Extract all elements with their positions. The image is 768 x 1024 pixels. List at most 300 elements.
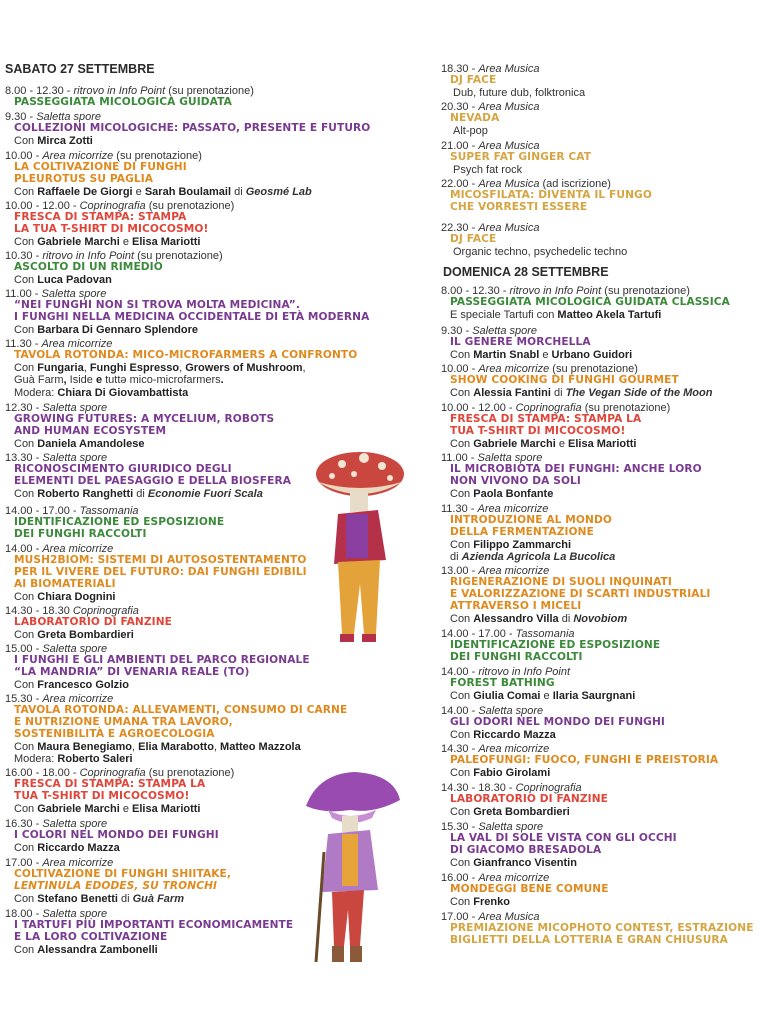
speaker-name: Geosmé Lab [245,185,312,198]
speaker-name: Fungaria [37,362,84,375]
event-item [5,288,410,336]
event-item [441,705,768,741]
event-time: 11.00 - [441,452,478,464]
event-title [441,234,768,246]
event-note: (su prenotazione) [145,200,235,212]
speaker-name: Raffaele De Giorgi [37,185,133,198]
event-speakers [14,362,410,374]
speaker-name: Elisa Mariotti [132,235,201,248]
saturday-heading: SABATO 27 SETTEMBRE [5,62,155,76]
event-item [441,821,768,869]
event-title [5,414,410,438]
event-place: Area Musica [478,140,540,152]
speaker-text: Con [14,437,38,450]
event-place: Area Musica [478,63,540,75]
event-title [441,833,768,857]
event-title-line: SUPER FAT GINGER CAT [450,151,592,164]
event-time: 10.00 - 12.00 - [5,200,80,212]
event-title-line: LENTINULA EDODES, SU TRONCHI [14,880,218,893]
event-speakers [450,767,768,779]
event-note: (su prenotazione) [601,285,690,297]
event-time: 16.00 - [441,872,479,884]
event-item [5,111,410,147]
speaker-text: , [302,362,306,375]
speaker-text: Modera: [14,386,58,399]
event-title [5,350,410,362]
event-time: 9.30 - [5,111,37,123]
event-title-line: E LA LORO COLTIVAZIONE [14,931,168,944]
speaker-text: Con [14,678,38,691]
event-title [5,97,410,109]
event-time: 18.30 - [441,63,479,75]
event-time: 9.30 - [441,325,473,337]
event-item [441,565,768,625]
speaker-text: Con [450,612,474,625]
event-title-line: MUSH2BIOM: SISTEMI DI AUTOSOSTENTAMENTO [14,554,307,567]
event-time: 21.00 - [441,140,479,152]
event-title-line: DEI FUNGHI RACCOLTI [14,528,147,541]
speaker-text: Iside [69,374,93,387]
event-note: (su prenotazione) [165,85,254,97]
event-title [441,640,768,664]
speaker-text: Con [450,538,474,551]
speaker-name: Matteo Akela Tartufi [557,309,662,322]
speaker-name: Funghi Espresso [89,362,180,375]
event-title [441,375,768,387]
speaker-text: Con [14,323,38,336]
event-item [5,338,410,399]
event-speakers [450,806,768,818]
event-item [5,150,410,198]
speaker-name: , [63,374,70,387]
speaker-name: Paola Bonfante [473,487,554,500]
speaker-name: Fabio Girolami [473,767,551,780]
speaker-text: , [132,740,139,753]
speaker-name: Stefano Benetti [37,892,118,905]
event-place: Coprinografia [72,605,139,617]
event-note: (su prenotazione) [113,150,202,162]
speaker-name: Roberto Ranghetti [37,487,134,500]
event-time: 10.30 - [5,250,43,262]
event-title-line: IL MICROBIOTA DEI FUNGHI: ANCHE LORO [450,463,702,476]
event-speakers [450,488,768,500]
event-item [441,178,768,214]
event-title-line: I FUNGHI NELLA MEDICINA OCCIDENTALE DI ETÀ MODERNA [14,311,370,324]
event-speakers [14,135,410,147]
event-title-line: ATTRAVERSO I MICELI [450,599,582,612]
event-place: Coprinografia [515,782,582,794]
event-extra [14,374,410,386]
event-time: 14.30 - [441,743,479,755]
event-title [5,212,410,236]
event-title-line: LABORATORIO DI FANZINE [14,616,173,629]
speaker-name: Novobiom [573,612,628,625]
event-speakers [450,438,768,450]
speaker-name: e [92,374,106,387]
event-title-line: FRESCA DI STAMPA: STAMPA LA [14,778,206,791]
event-time: 12.30 - [5,402,43,414]
event-title [5,705,410,740]
event-title [441,297,768,309]
event-item [441,743,768,779]
event-item [5,250,410,286]
event-item [441,101,768,137]
event-time: 17.00 - [5,857,43,869]
event-item [5,402,410,450]
event-place: Area micorrize [42,693,114,705]
speaker-name: Gianfranco Visentin [473,856,577,869]
event-title-line: GLI ODORI NEL MONDO DEI FUNGHI [450,716,665,729]
event-title-line: FRESCA DI STAMPA: STAMPA [14,211,187,224]
event-time: 13.00 - [441,565,479,577]
event-title-line: TAVOLA ROTONDA: MICO-MICROFARMERS A CONFRONTO [14,349,358,362]
event-title-line: I COLORI NEL MONDO DEI FUNGHI [14,829,219,842]
event-place: Coprinografia [79,200,146,212]
event-item [441,402,768,450]
event-place: ritrovo in Info Point [478,666,571,678]
speaker-text: Con [14,185,38,198]
event-time: 10.00 - 12.00 - [441,402,516,414]
event-speakers [450,896,768,908]
speaker-text: Con [450,896,474,909]
event-item [441,363,768,399]
event-time: 17.00 - [441,911,479,923]
speaker-text: e [132,185,145,198]
speaker-text: Con [14,892,38,905]
event-item [441,872,768,908]
speaker-name: Francesco Golzio [37,678,129,691]
event-place: Area micorrize [478,743,550,755]
event-title [441,464,768,488]
event-title-line: PER IL VIVERE DEL FUTURO: DAI FUNGHI EDIBILI [14,566,307,579]
event-place: Saletta spore [42,908,108,920]
speaker-name: Riccardo Mazza [473,729,556,742]
speaker-text: di [133,487,148,500]
event-title-line: FOREST BATHING [450,677,555,690]
event-place: Area Musica [478,222,540,234]
speaker-name: Guà Farm [132,892,184,905]
event-title [441,755,768,767]
event-title-line: IDENTIFICAZIONE ED ESPOSIZIONE [14,516,225,529]
event-place: Area micorrize [477,503,549,515]
speaker-name: Frenko [473,896,510,909]
event-place: Saletta spore [41,288,107,300]
speaker-name: Chiara Dognini [37,590,116,603]
speaker-name: Alessia Fantini [473,387,551,400]
speaker-name: Alessandro Villa [473,612,559,625]
event-title-line: E NUTRIZIONE UMANA TRA LAVORO, [14,716,233,729]
event-title [441,337,768,349]
event-item [441,140,768,176]
event-speakers [450,613,768,625]
event-title-line: E VALORIZZAZIONE DI SCARTI INDUSTRIALI [450,588,711,601]
speaker-text: Con [14,487,38,500]
event-title-line: ASCOLTO DI UN RIMEDIO [14,261,163,274]
event-title-line: PASSEGGIATA MICOLOGICA GUIDATA [14,96,232,109]
event-note: (su prenotazione) [549,363,638,375]
event-title-line: IDENTIFICAZIONE ED ESPOSIZIONE [450,639,661,652]
speaker-text: tuttə mico-microfarmers [105,374,221,387]
event-item [441,325,768,361]
speaker-text: Con [450,690,474,703]
event-title-line: PLEUROTUS SU PAGLIA [14,173,154,186]
event-title [441,577,768,612]
event-title [5,162,410,186]
speaker-name: Elisa Mariotti [132,802,201,815]
event-time: 20.30 - [441,101,479,113]
speaker-text: di [450,551,462,564]
speaker-text: e [119,235,133,248]
event-speakers [14,324,410,336]
speaker-text: Modera: [14,752,58,765]
event-place: Area Musica [478,911,540,923]
speaker-text: di [231,185,246,198]
speaker-text: di [117,892,133,905]
event-place: Area micorrize [478,565,550,577]
speaker-name: Azienda Agricola La Bucolica [461,551,616,564]
event-title [441,923,768,947]
event-extra [14,753,410,765]
event-speakers [14,741,410,753]
event-note: (su prenotazione) [134,250,223,262]
event-place: Saletta spore [42,643,108,655]
speaker-name: Barbara Di Gennaro Splendore [37,323,199,336]
event-title-line: LABORATORIO DI FANZINE [450,793,609,806]
event-title-line: DJ FACE [450,74,497,87]
event-time: 10.00 - [441,363,479,375]
speaker-text: , [213,740,221,753]
event-speakers [450,690,768,702]
event-title-line: “LA MANDRIA” DI VENARIA REALE (TO) [14,666,250,679]
event-item [441,285,768,321]
speaker-text: , [83,362,90,375]
event-time: 14.00 - [441,705,479,717]
speaker-name: Elia Marabotto [138,740,214,753]
event-item [441,666,768,702]
event-title-line: TUA T-SHIRT DI MICOCOSMO! [450,425,626,438]
event-place: Saletta spore [42,402,108,414]
event-speakers [450,857,768,869]
event-title-line: CHE VORRESTI ESSERE [450,201,588,214]
event-title [5,123,410,135]
mushroom-person-illustration-purple [298,770,404,966]
speaker-name: Roberto Saleri [57,752,133,765]
speaker-name: Economie Fuori Scala [147,487,263,500]
speaker-text: Con [14,629,38,642]
speaker-text: Con [450,806,474,819]
event-time: 14.00 - 17.00 - [441,628,516,640]
event-title-line: IL GENERE MORCHELLA [450,336,591,349]
speaker-text: Guà Farm [14,374,64,387]
event-title [441,113,768,125]
event-title-line: RICONOSCIMENTO GIURIDICO DEGLI [14,463,232,476]
event-place: ritrovo in Info Point [509,285,602,297]
event-place: Saletta spore [42,818,108,830]
event-time: 8.00 - 12.30 - [5,85,74,97]
event-place: Saletta spore [478,705,544,717]
speaker-text: Con [14,362,38,375]
event-title-line: MICOSFILATA: DIVENTA IL FUNGO [450,189,652,202]
event-title [5,655,410,679]
event-place: Saletta spore [36,111,102,123]
event-time: 14.30 - 18.30 - [441,782,516,794]
event-title-line: COLLEZIONI MICOLOGICHE: PASSATO, PRESENTE E FUTURO [14,122,371,135]
event-title [441,414,768,438]
event-time: 15.00 - [5,643,43,655]
event-title-line: RIGENERAZIONE DI SUOLI INQUINATI [450,576,672,589]
event-time: 11.30 - [5,338,42,350]
event-title [441,190,768,214]
speaker-text: Con [14,943,38,956]
event-speakers [14,236,410,248]
event-title-line: DI GIACOMO BRESADOLA [450,844,602,857]
event-title-line: SOSTENIBILITÀ E AGROECOLOGIA [14,727,215,740]
event-title-line: ELEMENTI DEL PAESAGGIO E DELLA BIOSFERA [14,475,291,488]
event-time: 8.00 - 12.30 - [441,285,510,297]
speaker-text: Con [450,437,474,450]
event-time: 14.00 - 17.00 - [5,505,80,517]
speaker-name: Gabriele Marchi [37,235,120,248]
event-title [441,515,768,539]
speaker-text: Con [14,135,38,148]
event-item [441,503,768,563]
mushroom-person-illustration-red [312,448,408,654]
event-time: 15.30 - [5,693,43,705]
event-title [441,678,768,690]
speaker-name: Urbano Guidori [551,349,633,362]
speaker-name: Alessandra Zambonelli [37,943,158,956]
event-item [441,628,768,664]
event-genre: Alt-pop [453,125,488,138]
speaker-text: Con [14,274,38,287]
speaker-name: Mirca Zotti [37,135,93,148]
event-item [5,200,410,248]
event-title-line: FRESCA DI STAMPA: STAMPA LA [450,413,642,426]
event-genre: Psych fat rock [453,164,523,177]
event-title-line: DJ FACE [450,233,497,246]
speaker-name: Martin Snabl [473,349,540,362]
event-place: Tassomania [515,628,575,640]
event-title-line: “NEI FUNGHI NON SI TROVA MOLTA MEDICINA”. [14,299,300,312]
event-place: Saletta spore [477,452,543,464]
event-speakers [450,387,768,399]
event-place: Area Musica [478,101,540,113]
event-title [5,300,410,324]
event-place: Area micorrize [42,857,114,869]
speaker-name: Sarah Boulamail [144,185,232,198]
event-place: Area micorrize [478,872,550,884]
event-item [5,85,410,109]
speaker-text: Con [14,842,38,855]
event-note: (su prenotazione) [145,767,235,779]
event-title [441,794,768,806]
event-title-line: LA TUA T-SHIRT DI MICOCOSMO! [14,223,209,236]
event-title-line: PASSEGGIATA MICOLOGICA GUIDATA CLASSICA [450,296,730,309]
speaker-name: Matteo Mazzola [220,740,301,753]
event-place: Area micorrize [42,150,114,162]
speaker-name: Maura Benegiamo [37,740,132,753]
event-time: 22.00 - [441,178,479,190]
event-genre: Dub, future dub, folktronica [453,87,586,100]
event-time: 14.30 - 18.30 [5,605,73,617]
event-speakers [14,186,410,198]
speaker-text: di [558,612,574,625]
event-title-line: INTRODUZIONE AL MONDO [450,514,612,527]
event-time: 16.30 - [5,818,43,830]
speaker-name: Giulia Comai [473,690,541,703]
event-title-line: SHOW COOKING DI FUNGHI GOURMET [450,374,679,387]
speaker-name: Filippo Zammarchi [473,538,572,551]
event-title-line: I FUNGHI E GLI AMBIENTI DEL PARCO REGIONALE [14,654,310,667]
speaker-name: Gabriele Marchi [473,437,556,450]
event-place: ritrovo in Info Point [73,85,166,97]
event-title-line: TAVOLA ROTONDA: ALLEVAMENTI, CONSUMO DI CARNE [14,704,348,717]
event-place: Area micorrize [42,543,114,555]
event-title-line: DELLA FERMENTAZIONE [450,526,594,539]
event-time: 10.00 - [5,150,43,162]
event-extra [450,551,768,563]
speaker-text: Con [450,487,474,500]
event-item [441,222,768,258]
event-title-line: DEI FUNGHI RACCOLTI [450,651,583,664]
event-time: 22.30 - [441,222,479,234]
event-time: 18.00 - [5,908,43,920]
event-speakers [14,274,410,286]
speaker-name: Riccardo Mazza [37,842,120,855]
event-title-line: I TARTUFI PIÙ IMPORTANTI ECONOMICAMENTE [14,919,294,932]
speaker-name: Luca Padovan [37,274,112,287]
event-title-line: LA VAL DI SOLE VISTA CON GLI OCCHI [450,832,677,845]
event-place: Area micorrize [41,338,113,350]
event-speakers [14,679,410,691]
event-title-line: PALEOFUNGI: FUOCO, FUNGHI E PREISTORIA [450,754,719,767]
speaker-text: Con [450,767,474,780]
event-speakers [450,349,768,361]
event-place: Area Musica [478,178,540,190]
event-speakers [450,309,768,321]
event-time: 11.30 - [441,503,478,515]
event-item [441,63,768,99]
speaker-text: e [540,690,553,703]
speaker-name: Daniela Amandolese [37,437,145,450]
event-title-line: AI BIOMATERIALI [14,577,116,590]
speaker-text: , [179,362,186,375]
speaker-text: e [555,437,569,450]
speaker-text: Con [14,590,38,603]
event-note: (su prenotazione) [581,402,671,414]
speaker-text: Con [450,387,474,400]
speaker-text: Con [14,740,38,753]
event-place: Saletta spore [478,821,544,833]
event-item [441,911,768,947]
event-time: 16.00 - 18.00 - [5,767,80,779]
event-title-line: LA COLTIVAZIONE DI FUNGHI [14,161,187,174]
speaker-text: Con [450,349,474,362]
speaker-name: Growers of Mushroom [185,362,303,375]
event-title-line: PREMIAZIONE MICOPHOTO CONTEST, ESTRAZIONE [450,922,754,935]
speaker-name: Chiara Di Giovambattista [57,386,189,399]
event-title-line: TUA T-SHIRT DI MICOCOSMO! [14,790,190,803]
event-place: Tassomania [79,505,139,517]
event-item [441,782,768,818]
event-title-line: AND HUMAN ECOSYSTEM [14,425,167,438]
event-title [441,884,768,896]
speaker-text: Con [14,802,38,815]
speaker-name: Elisa Mariotti [568,437,637,450]
speaker-name: Greta Bombardieri [37,629,134,642]
event-place: Saletta spore [42,452,108,464]
speaker-text: Con [450,856,474,869]
